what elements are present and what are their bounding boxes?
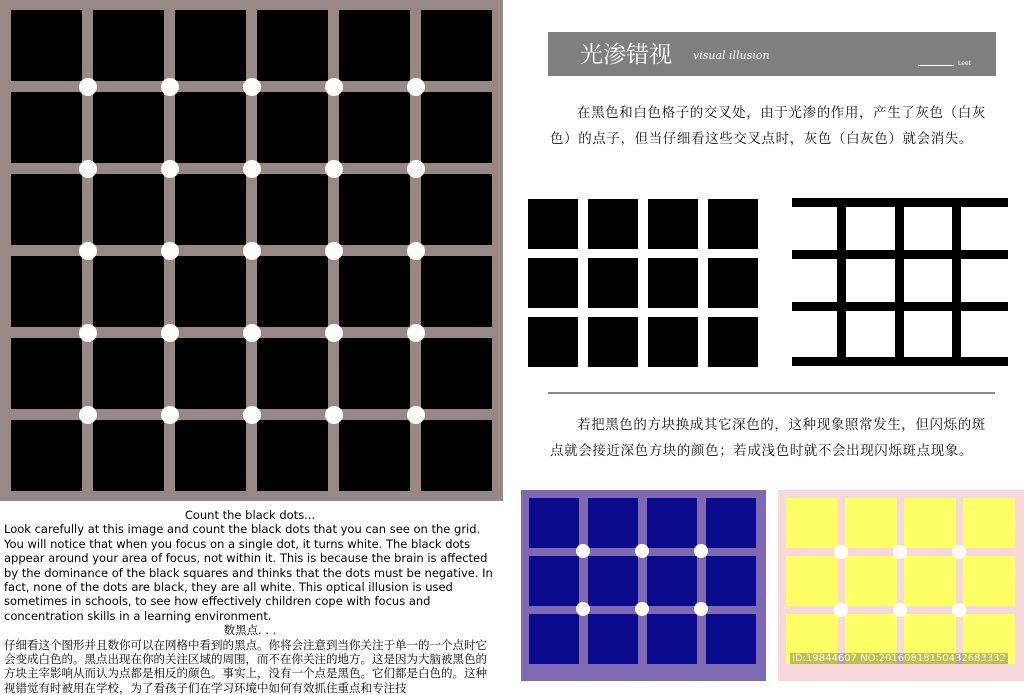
grid-square	[93, 338, 164, 409]
title-en: Count the black dots...	[184, 508, 316, 522]
black-square	[648, 258, 698, 308]
intersection-dot	[694, 544, 708, 558]
paragraph-1: 在黑色和白色格子的交叉处，由于光渗的作用，产生了灰色（白灰色）的点子，但当仔细看这些交叉点时，灰色（白灰色）就会消失。	[550, 105, 986, 147]
intersection-dot	[79, 160, 97, 178]
grid-square	[93, 10, 164, 81]
yellow-square	[963, 556, 1015, 606]
blue-square	[706, 556, 756, 606]
grid-square	[339, 256, 410, 327]
intersection-dot	[161, 78, 179, 96]
grid-square	[257, 10, 328, 81]
yellow-square	[786, 556, 838, 606]
blue-square	[588, 498, 638, 548]
intersection-dot	[952, 545, 966, 559]
grid-square	[11, 174, 82, 245]
body-en: Look carefully at this image and count the black dots that you can see on the grid. You will notice that when you focus on a single dot, it turns white. The black dots appear around your area of focus, not within it. This is because the brain is affected by the dominance of the black squares and thinks that the dots must be negative. In fact, none of the dots are black, they are all white. This optical illusion is used sometimes in schools, to see how effectively children cope with focus and concentration skills in a learning environment.	[4, 522, 493, 623]
hermann-grid-illusion	[0, 0, 503, 501]
blue-square	[647, 556, 697, 606]
intersection-dot	[893, 603, 907, 617]
grid-square	[421, 338, 492, 409]
grid-square	[421, 92, 492, 163]
grid-square	[175, 256, 246, 327]
yellow-square	[963, 498, 1015, 548]
left-text-block	[4, 508, 496, 695]
intersection-dot	[834, 545, 848, 559]
grid-line-v	[837, 198, 846, 366]
grid-square	[93, 256, 164, 327]
header-divider	[918, 65, 954, 66]
blue-square	[706, 614, 756, 664]
yellow-square	[904, 498, 956, 548]
section-divider	[548, 392, 995, 394]
grid-line-v	[952, 198, 961, 366]
blue-square	[647, 498, 697, 548]
intersection-dot	[576, 602, 590, 616]
intersection-dot	[694, 602, 708, 616]
intersection-dot	[161, 324, 179, 342]
grid-square	[257, 256, 328, 327]
black-square	[588, 199, 638, 249]
blue-square	[529, 498, 579, 548]
black-square	[708, 317, 758, 367]
black-square	[528, 258, 578, 308]
grid-square	[175, 92, 246, 163]
black-square	[588, 317, 638, 367]
intersection-dot	[79, 78, 97, 96]
grid-square	[11, 92, 82, 163]
intersection-dot	[79, 242, 97, 260]
intersection-dot	[325, 324, 343, 342]
grid-square	[11, 256, 82, 327]
intersection-dot	[79, 406, 97, 424]
grid-square	[175, 10, 246, 81]
intersection-dot	[407, 406, 425, 424]
intersection-dot	[79, 324, 97, 342]
intersection-dot	[893, 545, 907, 559]
blue-square	[529, 556, 579, 606]
yellow-square	[786, 498, 838, 548]
intersection-dot	[407, 160, 425, 178]
blue-square	[588, 556, 638, 606]
blue-square	[529, 614, 579, 664]
grid-square	[175, 174, 246, 245]
grid-square	[11, 338, 82, 409]
intersection-dot	[161, 242, 179, 260]
title-cn: 数黑点. . .	[223, 623, 277, 638]
grid-square	[421, 10, 492, 81]
grid-square	[339, 10, 410, 81]
grid-square	[93, 174, 164, 245]
header-subtitle: visual illusion	[693, 49, 770, 62]
grid-square	[339, 92, 410, 163]
blue-grid-illusion	[521, 490, 766, 681]
intersection-dot	[325, 406, 343, 424]
blue-square	[647, 614, 697, 664]
grid-square	[421, 420, 492, 491]
grid-square	[257, 338, 328, 409]
body-cn: 仔细看这个图形并且数你可以在网格中看到的黑点。你将会注意到当你关注于单一的一个点时它会变成白色的。黑点出现在你的关注区域的周围，而不在你关注的地方。这是因为大脑被黑色的方块主宰影响从而认为点都是相反的颜色。事实上，没有一个点是黑色。它们都是白色的。这种视错觉有时被用在学校，为了看孩子们在学习环境中如何有效抓住重点和专注技	[4, 637, 487, 695]
black-square	[708, 258, 758, 308]
black-square	[708, 199, 758, 249]
intersection-dot	[834, 603, 848, 617]
intersection-dot	[325, 78, 343, 96]
intersection-dot	[161, 406, 179, 424]
grid-square	[339, 338, 410, 409]
grid-square	[257, 420, 328, 491]
black-square	[528, 199, 578, 249]
grid-square	[93, 420, 164, 491]
intersection-dot	[407, 78, 425, 96]
grid-square	[339, 174, 410, 245]
grid-square	[257, 174, 328, 245]
black-square	[648, 317, 698, 367]
intersection-dot	[952, 603, 966, 617]
grid-square	[175, 420, 246, 491]
intersection-dot	[407, 324, 425, 342]
yellow-square	[845, 556, 897, 606]
header-title: 光渗错视	[580, 42, 672, 68]
grid-square	[257, 92, 328, 163]
intersection-dot	[243, 324, 261, 342]
grid-square	[11, 420, 82, 491]
intersection-dot	[243, 78, 261, 96]
intersection-dot	[243, 242, 261, 260]
grid-square	[339, 420, 410, 491]
intersection-dot	[635, 602, 649, 616]
grid-square	[11, 10, 82, 81]
intersection-dot	[325, 160, 343, 178]
intersection-dot	[635, 544, 649, 558]
header-tag: Leet	[958, 60, 971, 67]
grid-square	[421, 174, 492, 245]
intersection-dot	[576, 544, 590, 558]
intersection-dot	[325, 242, 343, 260]
intersection-dot	[161, 160, 179, 178]
header-bar	[548, 32, 996, 76]
blue-square	[706, 498, 756, 548]
grid-square	[421, 256, 492, 327]
grid-square	[175, 338, 246, 409]
blue-square	[588, 614, 638, 664]
intersection-dot	[243, 406, 261, 424]
yellow-square	[904, 556, 956, 606]
watermark-id: ID:19844607 NO:20160818150432683332	[792, 653, 1006, 664]
black-square	[528, 317, 578, 367]
black-square	[588, 258, 638, 308]
yellow-square	[845, 498, 897, 548]
paragraph-2: 若把黑色的方块换成其它深色的，这种现象照常发生，但闪烁的斑点就会接近深色方块的颜色；若成浅色时就不会出现闪烁斑点现象。	[550, 417, 986, 459]
grid-square	[93, 92, 164, 163]
intersection-dot	[407, 242, 425, 260]
black-square	[648, 199, 698, 249]
intersection-dot	[243, 160, 261, 178]
grid-line-v	[895, 198, 904, 366]
